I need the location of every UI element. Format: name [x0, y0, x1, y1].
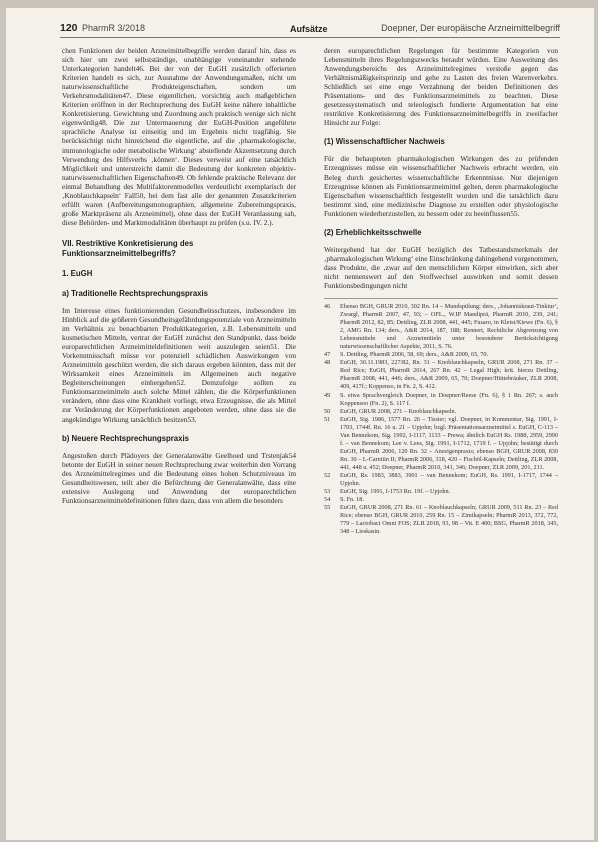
- footnote: [324, 496, 558, 504]
- header-rule: [60, 37, 560, 38]
- journal-issue: PharmR 3/2018: [82, 23, 146, 33]
- heading-scientific-evidence: (1) Wissenschaftlicher Nachweis: [324, 137, 445, 147]
- footnote-text: S. etwa Sprachvergleich Doepner, in Doepner/Reese (Fn. 6), § 1 Rn. 267; s. auch Koppensoo (Fn. 2), S. 117 f.: [340, 391, 558, 407]
- right-column: [324, 46, 558, 816]
- paragraph: Für die behaupteten pharmakologischen Wirkungen des zu prüfenden Erzeugnisses müsse ein wissenschaftlicher Nachweis erbracht werden, ein Beleg durch gesichertes wissenschaftliche Erkenntnisse. Nur diejenigen Erzeugnisse können als Funktionsarzneimittel gelten, deren pharmakologische Eigenschaften wissenschaftlich festgestellt wurden und die tatsächlich dazu bestimmt sind, eine medizinische Diagnose zu erstellen oder physiologische Funktionen wiederherzustellen, zu bessern oder zu beeinflussen55.: [324, 154, 558, 218]
- footnote-number: 47: [324, 351, 331, 359]
- paragraph: Angestoßen durch Plädoyers der Generalanwälte Geelhoed und Trstenjak54 betonte der EuGH in seiner neuen Rechtsprechung zwar weiterhin den Vorrang des Arzneimittelregimes und die Bedeutung eines hohen Schutzniveaus im Gesundheitswesen, teilt aber die Befürchtung der Generalanwälte, dass eine extensive Auslegung und Anwendung der europarechtlichen Funktionsarzneimitteldefinitionen führe dazu, dass von allem die besonders: [62, 450, 296, 505]
- footnote-text: S. Fn. 18.: [340, 496, 364, 504]
- footnote: [324, 351, 558, 359]
- footnote: [324, 392, 558, 408]
- footnote-text: Ebenso BGH, GRUR 2010, 302 Rn. 14 – Mundspülung; ders., ‚Johanniskraut-Tinktur‘, Zwargl, PharmR 2007, 47, 93; – OFL., W.IP Mandiprä, PharmR 2010, 239, 241; PharmR 2012, 82, 85; Dettling, ZLR 2008, 441, 445; Fusaro, in Kleist/Kiewe (Fn. 6), § 2, AMG Rn. 134; ders., A&R 2014, 187, 188; Rennert, Rechtliche Abgrenzung von Lebensmitteln und Arzneimitteln unter besonderer Berücksichtigung naturwissenschaftlicher Aspekte, 2011, S. 76.: [340, 302, 558, 351]
- footnote-number: 52: [324, 471, 331, 479]
- footnote: [324, 408, 558, 416]
- footnote: [324, 472, 558, 488]
- footnote-text: S. Dettling, PharmR 2006, 58, 69; ders., A&R 2009, 65, 70.: [340, 351, 488, 359]
- footnote-text: EuGH, Rs. 1983, 3883, 3901 – van Bennekom; EuGH, Rs. 1991, I-1717, 1744 – Upjohn.: [340, 471, 558, 488]
- heading-eugh: 1. EuGH: [62, 268, 93, 278]
- footnote: [324, 416, 558, 472]
- paragraph: chen Funktionen der beiden Arzneimittelbegriffe werden darauf hin, dass es sich hier um zwei selbstständige, unabhängige voneinander stehende Unterkategorien handelt46. Bei der von der EuGH zusätzlich offerierten Kriterien handelt es sich, zur Ausnahme der Anwendungsmaßen, nicht um naturwissenschaftliche Produkteigenschaften, sondern um Verkehrsmodalitäten47. Diese eigentlichen, vorsichtig auch maßgeblichen Kriterien eröffnen in der Rechtsprechung des EuGH keine nähere inhaltliche Konkretisierung. Gewichtung und Zuordnung auch praktisch wenige sich nicht eigenwürdig48. Die zur Untermauerung der EuGH-Position angeführte sprachliche Analyse ist einseitig und im Ergebnis nicht tragfähig. Sie berücksichtigt nicht hinreichend die eigentliche, auf die ‚pharmakologische, immunologische oder metabolische Wirkung‘ abstellende Akzentsetzung durch Verwendung des Hilfsverbs ‚können‘. Dieses verweist auf eine tatsächlich Möglichkeit und unterstreicht damit die Bedeutung der konkreten objektiv-naturwissenschaftlichen Eigenschaften49. Ob fehlende praktische Relevanz der einmal Behandlung des Multifaktorenmodelles verdeutlicht exemplarisch der ‚Knoblauchkapseln‘ Fall50, bei dem fast alle der genannten Zusatzkriterien erfüllt waren (Aufbereitungsmonographien, allgemeine Zubereitungspraxis, große Marktpräsenz als Arzneimittel), ohne dass der EuGH Veranlassung sah, diese Behörden- und Marktmodalitäten überhaupt zu prüfen (s.u. IV. 2.).: [62, 46, 296, 227]
- footnote-number: 55: [324, 504, 331, 512]
- footnote: [324, 488, 558, 496]
- footnote-number: 51: [324, 415, 331, 423]
- heading-newer-case-law: b) Neuere Rechtsprechungspraxis: [62, 433, 189, 443]
- journal-page: [6, 8, 594, 840]
- footnote-number: 50: [324, 407, 331, 415]
- footnote: [324, 303, 558, 351]
- running-title: Doepner, Der europäische Arzneimittelbegriff: [381, 23, 560, 33]
- heading-significance-threshold: (2) Erheblichkeitsschwelle: [324, 227, 422, 237]
- footnote-number: 54: [324, 496, 331, 504]
- paragraph: Im Interesse eines funktionierenden Gesundheitsschutzes, insbesondere im Hinblick auf die größeren Gesundheitsgefährdungspotenziale von Arzneimitteln im Verhältnis zu benachbarten Produktkategorien, z.B. Lebensmitteln und kosmetischen Mitteln, vertrat der EuGH zunächst den Standpunkt, dass beide europarechtlichen Arzneimitteldefinitionen weit auszulegen seien51. Die Vorkenntnisschaft müsse vor potenziell schädlichen Auswirkungen von Arzneimitteln geschützt werden, die sich daraus ergeben könnten, dass mit der Wirksamkeit eines Arzneimittels im Allgemeinen auch negative Begleiterscheinungen einhergehen52. Demzufolge sollten zu Funktionsarzneimitteln auch solche Mittel zählen, die die Körperfunktionen verändern, ohne dass eine Krankheit vorliegt, etwa Erzeugnisse, die als Mittel zur Veränderung der Körperfunktionen angeboten werden, ohne dass sie die angekündigte Wirkung tatsächlich besitzen53.: [62, 305, 296, 424]
- footnote-text: EuGH, GRUR 2008, 271 – Knoblauchkapseln.: [340, 407, 457, 415]
- paragraph: deren europarechtlichen Regelungen für bestimmte Kategorien von Lebensmitteln ihres Regelungszwecks beraubt würden. Eine Ausweitung des Anwendungsbereichs des Arzneimittelregimes verstoße gegen das Verhältnismäßigkeitsprinzip und gehe zu Lasten des freien Warenverkehrs. Schließlich sei eine enge Verzahnung der beiden Definitionen des Präsentations- und des Funktionsarzneimittels zu beachten. Diese gesetzessystematisch und teleologisch fundierte Argumentation hat eine restriktive Konkretisierung des Funktionsarzneimittelbegriffs in zweifacher Hinsicht zur Folge:: [324, 46, 558, 128]
- footnote-rule: [324, 298, 558, 299]
- footnote-number: 46: [324, 302, 331, 310]
- section-label: Aufsätze: [290, 24, 328, 34]
- heading-traditional-case-law: a) Traditionelle Rechtsprechungspraxis: [62, 288, 209, 298]
- footnote-text: EuGH, 30.11.1983, 227/82, Rn. 31 – Knoblauchkapseln, GRUR 2008, 271 Rn. 37 – Red Rice; EuGH, PharmR 2014, 267 Rn. 42 – Legal High; krit. hierzu Dettling, PharmR 2008, 441, 446; ders., A&R 2009, 65, 70; Doepner/Hüttebräuker, ZLR 2008, 409, 417f.; Koppenso, in Fn. 2, S. 412.: [340, 359, 558, 391]
- paragraph: Weitergehend hat der EuGH bezüglich des Tatbestandsmerkmals der ‚pharmakologischen Wirkung‘ eine Einschränkung dahingehend vorgenommen, dass Produkte, die ‚zwar auf den menschlichen Körper einwirken, sich aber nicht nennenswert auf den Stoffwechsel auswirken und somit dessen Funktionsbedingungen nicht: [324, 244, 558, 290]
- footnote: [324, 504, 558, 536]
- footnote-number: 49: [324, 391, 331, 399]
- footnote-text: EuGH, Sig. 1991, I-1753 Rn. 19f. – Upjohn.: [340, 488, 451, 496]
- footnote-number: 53: [324, 488, 331, 496]
- footnote: [324, 359, 558, 391]
- footnote-text: EuGH, GRUR 2008, 271 Rn. 61 – Knoblauchkapseln; GRUR 2009, 511 Rn. 23 – Red Rice; ebenso BGH, GRUR 2010, 259 Rn. 15 – Zimtkapseln; PharmR 2013, 372, 772, 779 – Lactobact Omni FOS; ZLR 2018, 93, 98 – Vit. E 400; BSG, PharmR 2018, 345, 348 – Lieskasin.: [340, 504, 558, 536]
- page-number: 120: [60, 22, 78, 34]
- footnote-number: 48: [324, 359, 331, 367]
- footnote-text: EuGH, Sig. 1986, 1577 Rn. 26 – Tissier; vgl. Doepner, in Kommentar, Sig. 1991, I-1703, 1744f. Rn. 16 u. 21 – Upjohn; bzgl. Präsentationsarzneimittel s. EuGH, C-113 – Van Bennekom, Sig. 1992, I-1117, 1133 – Prewa; ähnlich EuGH Rs. 1988, 2959, 2990 f. – van Bennekom; Lee v. Lees, Sig. 1991, I-1712, 1719 f. – Upjohn; bestätigt durch EuGH, PharmR 2006, 120 Rn. 32 – Anzeigenpraxis; ebenso BGH, GRUR 2008, 830 Rn. 30 – L-Carnitin II; PharmR 2006, 318, 420 – Fischöl-Kapseln; Dettling, ZLR 2008, 441, 448 u. 452; Doepner, PharmR 2010, 341, 346; Doepner, ZLR 2009, 201, 211.: [340, 415, 558, 471]
- heading-vii: VII. Restriktive Konkretisierung des Funktionsarzneimittelbegriffs?: [62, 238, 194, 258]
- left-column: [62, 46, 296, 816]
- page-header: [60, 22, 560, 38]
- footnote-list: [324, 303, 558, 536]
